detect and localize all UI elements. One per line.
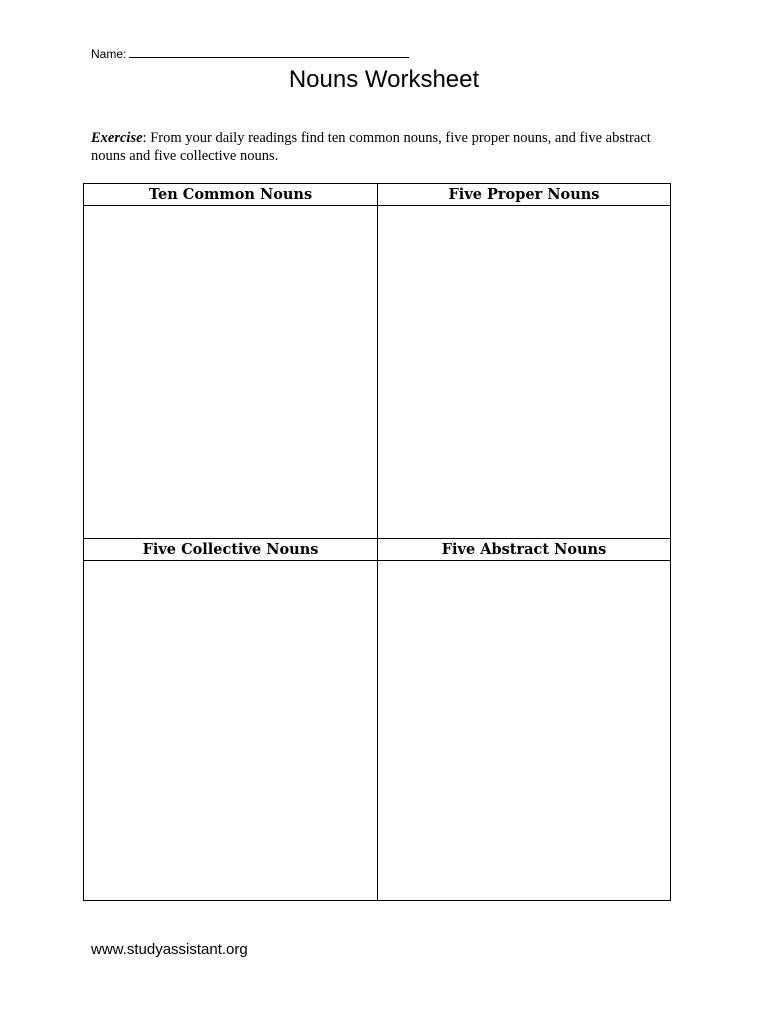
exercise-label: Exercise (91, 130, 143, 146)
page-title: Nouns Worksheet (288, 66, 480, 93)
nouns-table (83, 183, 671, 901)
exercise-text: : From your daily readings find ten common nouns, five proper nouns, and five abstract nouns and five collective nouns. (91, 130, 651, 164)
header-five-abstract-nouns: Five Abstract Nouns (378, 539, 670, 561)
name-label: Name: (91, 47, 127, 61)
answer-area-collective-nouns[interactable] (84, 561, 377, 900)
answer-area-common-nouns[interactable] (84, 206, 377, 538)
exercise-instructions (91, 129, 681, 165)
name-blank-line[interactable] (129, 46, 409, 58)
header-ten-common-nouns: Ten Common Nouns (84, 184, 377, 206)
footer-website: www.studyassistant.org (91, 941, 248, 958)
header-five-collective-nouns: Five Collective Nouns (84, 539, 377, 561)
name-field-row (91, 46, 409, 61)
answer-area-proper-nouns[interactable] (378, 206, 670, 538)
answer-area-abstract-nouns[interactable] (378, 561, 670, 900)
header-five-proper-nouns: Five Proper Nouns (378, 184, 670, 206)
